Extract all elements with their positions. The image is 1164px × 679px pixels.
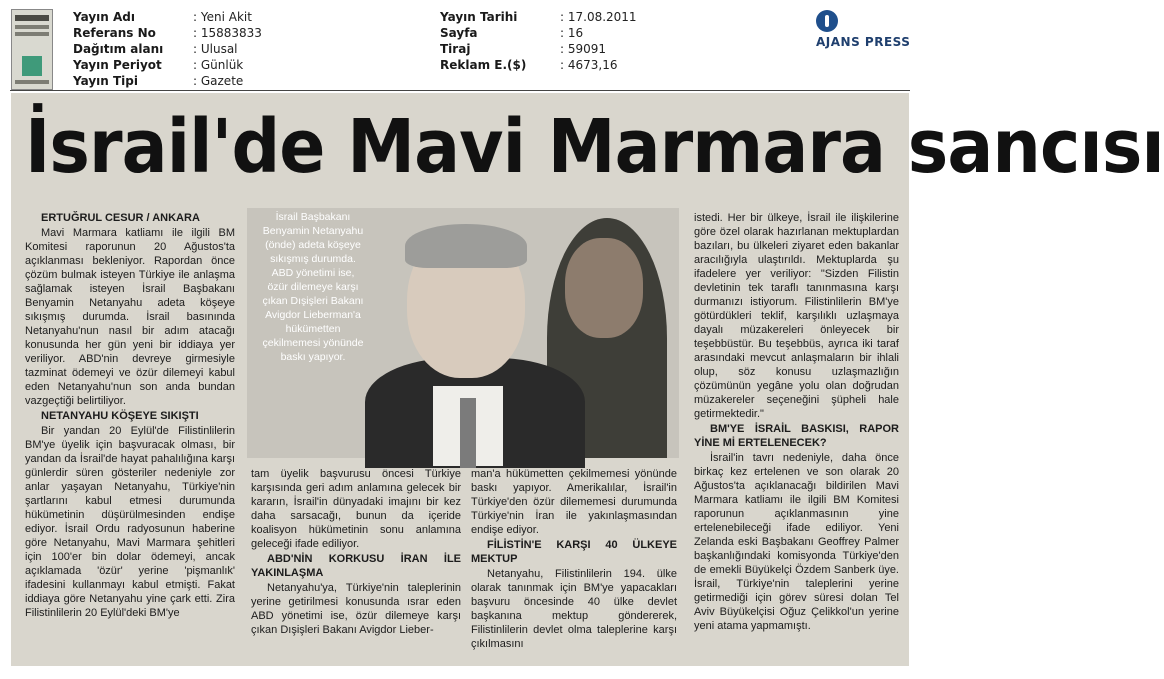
subheading: NETANYAHU KÖŞEYE SIKIŞTI [41, 410, 199, 422]
meta-label: Sayfa [440, 26, 478, 40]
paragraph: Netanyahu, Filistinlilerin 194. ülke olarak tanınmak için BM'ye yapacakları başvuru öncesinde 40 ülke devlet başkanına mektup göndererek, Filistinlilerin devlet olma taleplerine karşı çıkılmasını [471, 568, 677, 650]
paragraph: Bir yandan 20 Eylül'de Filistinlilerin BM'ye üyelik için başvuracak olması, bir yandan da İsrail'de hayat pahalılığına karşı günlerdir süren gösteriler nedeniyle zor anlar yaşayan Netanyahu, Türkiye'nin şartlarını kabul etmesi durumunda hükümetinin düşürülmesinden endişe ediyor. İsrail Ordu radyosunun haberine göre Netanyahu, Mavi Marmara şehitleri için 100'er bin dolar ödemeyi, ancak açıklamada 'özür' yerine 'pişmanlık' ifadesini kullanmayı kabul etmişti. Fakat iddiaya göre Netanyahu yine çark etti. Zira Filistinlilerin 20 Eylül'deki BM'ye [25, 425, 235, 619]
subheading: FİLİSTİN'E KARŞI 40 ÜLKEYE MEKTUP [471, 539, 677, 565]
meta-value: : 59091 [560, 42, 607, 56]
byline: ERTUĞRUL CESUR / ANKARA [41, 212, 200, 224]
meta-label: Yayın Periyot [73, 58, 162, 72]
header-divider [10, 90, 910, 91]
photo-caption: İsrail Başbakanı Benyamin Netanyahu (önde) adeta köşeye sıkışmış durumda. ABD yönetimi ise, özür dilemeye karşı çıkan Dışişleri Bakanı Avigdor Lieberman'a hükümetten çekilmemesi yönünde baskı yapıyor. [262, 211, 364, 363]
meta-label: Tiraj [440, 42, 471, 56]
subheading: ABD'NİN KORKUSU İRAN İLE YAKINLAŞMA [251, 553, 461, 579]
newspaper-clipping [11, 93, 1164, 666]
paragraph: man'a hükümetten çekilmemesi yönünde baskı yapıyor. Amerikalılar, İsrail'in Türkiye'den özür dilememesi durumunda Türkiye'nin İran ile yakınlaşmasından endişe ediyor. [471, 468, 677, 536]
meta-value: : 4673,16 [560, 58, 618, 72]
paragraph: istedi. Her bir ülkeye, İsrail ile ilişkilerine göre özel olarak hazırlanan mektuplardan bazıları, bu ülkeleri ziyaret eden bakanlar aracılığıyla ulaştırıldı. Mektuplarda şu ifadelere yer veriliyor: "Sizden Filistin devletinin tek taraflı tanınmasına karşı durmanızı istiyorum. Filistinlilerin BM'ye götürdükleri teklif, karşılıklı uzlaşmaya dayalı müzakereleri önleyecek bir teşebbüstür. Bu teşebbüs, ayrıca iki taraf arasındaki mevcut anlaşmaların bir ihlali olup, söz konusu uzlaşmazlığın çözümünün yegâne yolu olan doğrudan müzakereler seçeneğini şüpheli hale getirmektedir." [694, 212, 899, 420]
meta-label: Referans No [73, 26, 156, 40]
meta-value: : Gazete [193, 74, 244, 88]
logo-icon [816, 10, 838, 32]
paragraph: tam üyelik başvurusu öncesi Türkiye karşısında geri adım anlamına gelecek bir kararın, İsrail'in dünyadaki imajını bir kez daha sarsacağı, bunun da içeride koalisyon hükümetinin sonu anlamına geleceği ifade ediliyor. [251, 468, 461, 550]
ajans-press-logo [812, 10, 912, 50]
meta-label: Reklam E.($) [440, 58, 527, 72]
clipping-thumbnail [11, 9, 53, 90]
article-column-4 [694, 211, 899, 633]
meta-value: : Yeni Akit [193, 10, 252, 24]
article-column-2 [251, 467, 461, 637]
meta-value: : 16 [560, 26, 584, 40]
article-column-3 [471, 467, 677, 651]
meta-value: : Ulusal [193, 42, 238, 56]
meta-value: : 15883833 [193, 26, 262, 40]
headline: İsrail'de Mavi Marmara sancısı [25, 104, 1164, 190]
meta-label: Yayın Adı [73, 10, 135, 24]
meta-value: : 17.08.2011 [560, 10, 637, 24]
subheading: BM'YE İSRAİL BASKISI, RAPOR YİNE Mİ ERTELENECEK? [694, 423, 899, 449]
article-photo [247, 208, 679, 458]
meta-label: Yayın Tarihi [440, 10, 518, 24]
meta-label: Dağıtım alanı [73, 42, 164, 56]
paragraph: Netanyahu'ya, Türkiye'nin taleplerinin yerine getirilmesi konusunda ısrar eden ABD yönetimi ise, özür dilemeye karşı çıkan Dışişleri Bakanı Avigdor Lieber- [251, 582, 461, 636]
logo-name: AJANS PRESS [816, 35, 911, 49]
meta-value: : Günlük [193, 58, 244, 72]
article-column-1 [25, 211, 235, 620]
paragraph: Mavi Marmara katliamı ile ilgili BM Komitesi raporunun 20 Ağustos'ta açıklanması bekleniyor. Rapordan önce çözüm bulmak isteyen Türkiye ile anlaşma sağlamak isteyen İsrail Başbakanı Benyamin Netanyahu adeta köşeye sıkışmış durumda. İsrail basınında Netanyahu'nun nasıl bir adım atacağı konusunda her gün yeni bir iddiaya yer veriliyor. ABD'nin devreye girmesiyle tazminat ödemeyi ve özür dilemeyi kabul eden Netanyahu'nun son anda bundan vazgeçtiği belirtiliyor. [25, 227, 235, 407]
meta-label: Yayın Tipi [73, 74, 138, 88]
paragraph: İsrail'in tavrı nedeniyle, daha önce birkaç kez ertelenen ve son olarak 20 Ağustos'ta açıklanacağı bildirilen Mavi Marmara katliamı ile ilgili BM Komitesi raporunun açıklanmasının yine ertelenebileceği ifade ediliyor. Yeni Zelanda eski Başbakanı Geoffrey Palmer başkanlığındaki komisyonda Türkiye'den de emekli Büyükelçi Özdem Sanberk üye. İsrail, Türkiye'nin taleplerini yerine getirmediği için görev süresi dolan Tel Aviv Büyükelçisi Oğuz Çelikkol'un yerine yeni atama yapmamıştı. [694, 452, 899, 632]
